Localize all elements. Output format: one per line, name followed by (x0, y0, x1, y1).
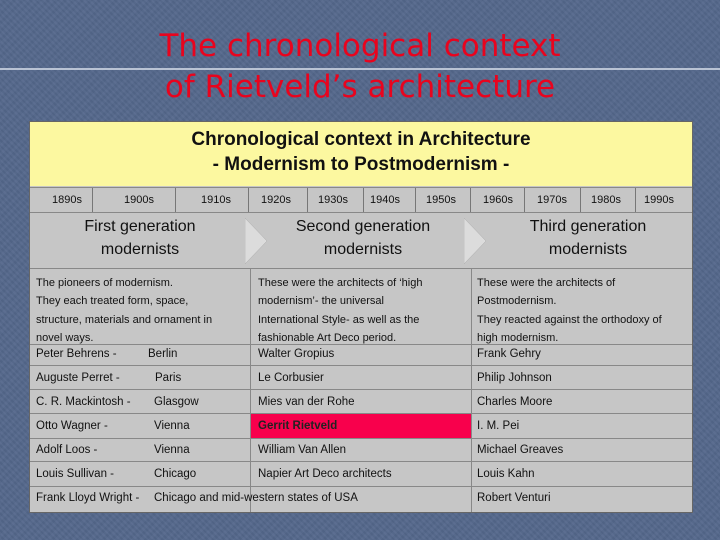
slide-title-line-1: The chronological context (159, 28, 561, 64)
second-gen-architect-highlighted: Gerrit Rietveld (258, 420, 338, 432)
divider (580, 188, 581, 212)
second-gen-architect: Napier Art Deco architects (258, 468, 392, 480)
slide-title (0, 26, 720, 108)
description-line: novel ways. (36, 331, 94, 344)
generation-label-third (502, 215, 674, 267)
description-line: They reacted against the orthodoxy of (477, 313, 662, 326)
generation-title: Third generation (529, 218, 647, 235)
generation-description-first (36, 274, 212, 347)
divider (30, 413, 692, 414)
decade-label: 1950s (426, 194, 456, 206)
arrow-right-icon (464, 218, 486, 264)
decade-label: 1970s (537, 194, 567, 206)
divider (30, 461, 692, 462)
first-gen-architect: Adolf Loos - (36, 444, 98, 456)
generation-subtitle: modernists (323, 241, 403, 258)
generation-label-first (60, 215, 220, 267)
third-gen-architect: I. M. Pei (477, 420, 520, 432)
slide-title-line-2: of Rietveld’s architecture (164, 69, 556, 105)
decade-label: 1980s (591, 194, 621, 206)
second-gen-architect: Walter Gropius (258, 348, 335, 360)
description-line: These were the architects of (477, 277, 616, 289)
first-gen-city: Vienna (154, 444, 190, 456)
divider (30, 486, 471, 487)
table-header-line-1: Chronological context in Architecture (191, 129, 531, 150)
generation-description-third (477, 274, 662, 347)
description-line: International Style- as well as the (258, 313, 420, 326)
first-gen-architect: Louis Sullivan - (36, 468, 114, 480)
decade-label: 1940s (370, 194, 400, 206)
description-line: They each treated form, space, (36, 295, 189, 308)
arrow-right-icon (245, 218, 267, 264)
third-gen-architect: Robert Venturi (477, 492, 551, 504)
divider (524, 188, 525, 212)
second-gen-architect: William Van Allen (258, 444, 346, 456)
second-gen-architect: Mies van der Rohe (258, 396, 355, 408)
description-line: high modernism. (477, 331, 559, 344)
description-line: Postmodernism. (477, 295, 557, 308)
generation-title: First generation (84, 218, 196, 235)
chronology-table (29, 121, 693, 513)
column-separator (471, 269, 472, 512)
first-gen-architect: Auguste Perret - (36, 372, 120, 384)
second-gen-architect: Le Corbusier (258, 372, 324, 384)
description-line: structure, materials and ornament in (36, 313, 213, 326)
first-gen-city: Paris (155, 372, 182, 384)
column-separator (250, 269, 251, 512)
decade-label: 1960s (483, 194, 513, 206)
divider (248, 188, 249, 212)
generation-title: Second generation (295, 218, 431, 235)
first-gen-architect: Peter Behrens - (36, 348, 117, 360)
divider (30, 389, 692, 390)
description-line: fashionable Art Deco period. (258, 331, 397, 344)
third-gen-architect: Philip Johnson (477, 372, 552, 384)
third-gen-architect: Michael Greaves (477, 444, 564, 456)
divider (30, 212, 692, 213)
first-gen-city: Chicago (154, 468, 197, 480)
divider (175, 188, 176, 212)
first-gen-city: Chicago and mid-western states of USA (154, 492, 358, 504)
generation-subtitle: modernists (100, 241, 180, 258)
decade-label: 1990s (644, 194, 674, 206)
description-line: The pioneers of modernism. (36, 277, 173, 289)
third-gen-architect: Charles Moore (477, 396, 553, 408)
divider (470, 188, 471, 212)
description-line: modernism’- the universal (258, 295, 384, 308)
divider (471, 486, 692, 487)
first-gen-city: Berlin (148, 348, 178, 360)
divider (635, 188, 636, 212)
divider (307, 188, 308, 212)
decade-label: 1920s (261, 194, 291, 206)
divider (30, 438, 692, 439)
decade-label: 1890s (52, 194, 82, 206)
generation-label-second (278, 215, 448, 267)
decade-label: 1930s (318, 194, 348, 206)
divider (363, 188, 364, 212)
first-gen-architect: Otto Wagner - (36, 420, 108, 432)
third-gen-architect: Frank Gehry (477, 348, 541, 360)
third-gen-architect: Louis Kahn (477, 468, 535, 480)
first-gen-architect: Frank Lloyd Wright - (36, 492, 140, 504)
first-gen-architect: C. R. Mackintosh - (36, 396, 131, 408)
description-line: These were the architects of ‘high (258, 277, 423, 289)
decade-label: 1910s (201, 194, 231, 206)
first-gen-city: Glasgow (154, 396, 199, 408)
divider (30, 344, 692, 345)
generation-subtitle: modernists (548, 241, 628, 258)
divider (30, 365, 692, 366)
decade-label: 1900s (124, 194, 154, 206)
generation-description-second (258, 274, 422, 347)
divider (415, 188, 416, 212)
table-header (30, 122, 692, 186)
first-gen-city: Vienna (154, 420, 190, 432)
divider (92, 188, 93, 212)
table-header-line-2: - Modernism to Postmodernism - (212, 154, 510, 175)
divider (30, 268, 692, 269)
decades-row (30, 188, 692, 212)
